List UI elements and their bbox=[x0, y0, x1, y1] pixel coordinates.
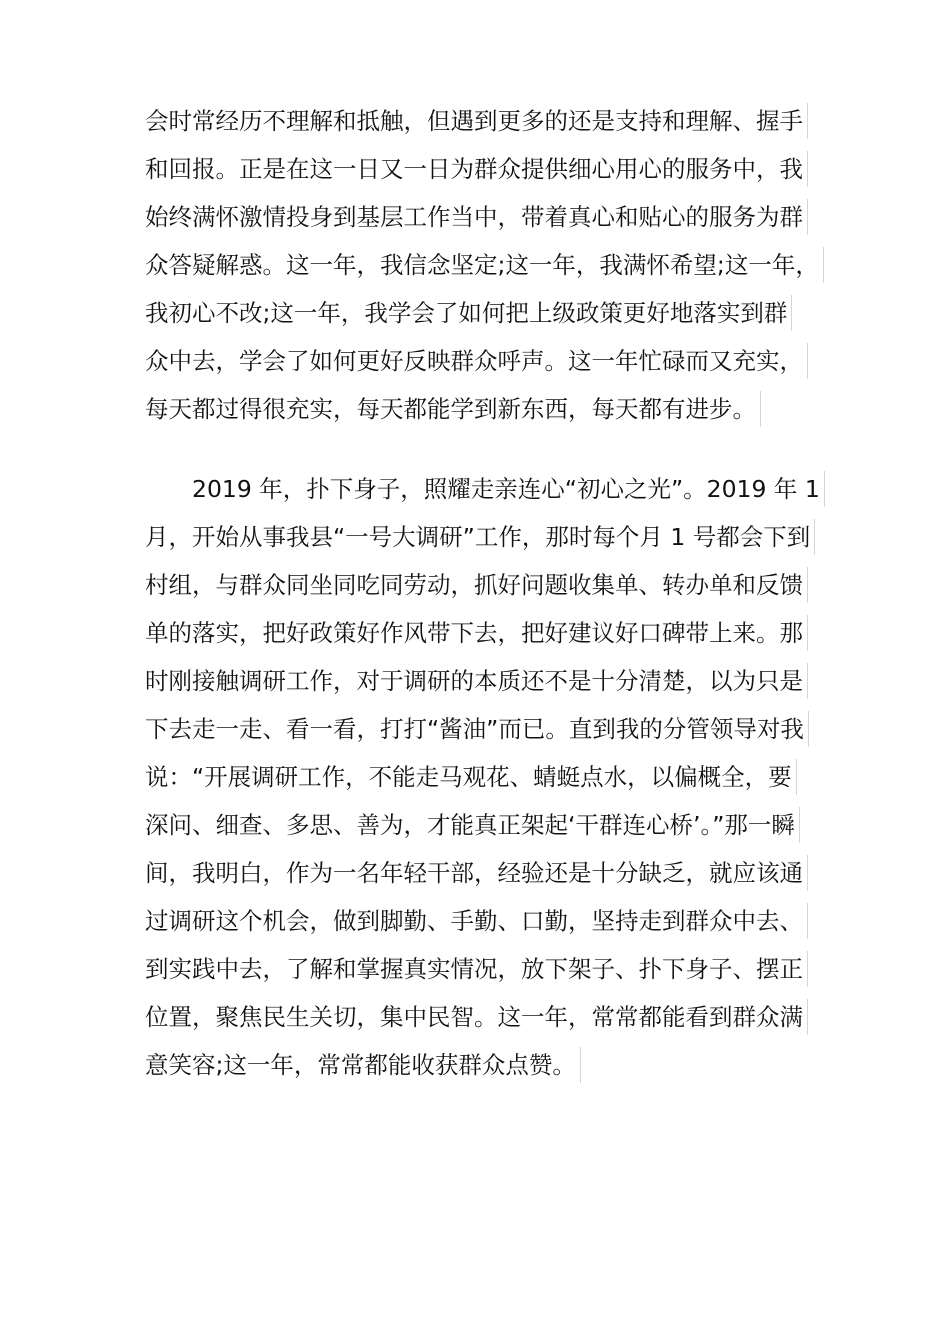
line-text: 间，我明白，作为一名年轻干部，经验还是十分缺乏，就应该通 bbox=[145, 849, 805, 897]
text-line bbox=[145, 465, 825, 513]
text-line bbox=[145, 849, 825, 897]
text-line bbox=[145, 993, 825, 1041]
line-text: 到实践中去，了解和掌握真实情况，放下架子、扑下身子、摆正 bbox=[145, 945, 805, 993]
text-line bbox=[145, 801, 825, 849]
text-line bbox=[145, 289, 825, 337]
text-line bbox=[145, 385, 825, 433]
line-text: 我初心不改;这一年，我学会了如何把上级政策更好地落实到群 bbox=[145, 289, 789, 337]
line-text: 意笑容;这一年，常常都能收获群众点赞。 bbox=[145, 1041, 578, 1089]
text-line bbox=[145, 513, 825, 561]
line-text: 深问、细查、多思、善为，才能真正架起‘干群连心桥’。”那一瞬 bbox=[145, 801, 797, 849]
line-text: 单的落实，把好政策好作风带下去，把好建议好口碑带上来。那 bbox=[145, 609, 805, 657]
text-line bbox=[145, 337, 825, 385]
line-text: 始终满怀激情投身到基层工作当中，带着真心和贴心的服务为群 bbox=[145, 193, 805, 241]
paragraph-2 bbox=[145, 465, 825, 1089]
text-line bbox=[145, 145, 825, 193]
line-text: 说：“开展调研工作，不能走马观花、蜻蜓点水，以偏概全，要 bbox=[145, 753, 794, 801]
paragraph-1 bbox=[145, 97, 825, 433]
line-text: 位置，聚焦民生关切，集中民智。这一年，常常都能看到群众满 bbox=[145, 993, 805, 1041]
text-line bbox=[145, 609, 825, 657]
line-text: 每天都过得很充实，每天都能学到新东西，每天都有进步。 bbox=[145, 385, 758, 433]
line-text: 众答疑解惑。这一年，我信念坚定;这一年，我满怀希望;这一年， bbox=[145, 241, 821, 289]
line-text: 月，开始从事我县“一号大调研”工作，那时每个月 1 号都会下到 bbox=[145, 513, 812, 561]
text-line bbox=[145, 193, 825, 241]
line-text: 和回报。正是在这一日又一日为群众提供细心用心的服务中，我 bbox=[145, 145, 805, 193]
line-text: 下去走一走、看一看，打打“酱油”而已。直到我的分管领导对我 bbox=[145, 705, 806, 753]
text-line bbox=[145, 945, 825, 993]
text-line bbox=[145, 753, 825, 801]
line-text: 过调研这个机会，做到脚勤、手勤、口勤，坚持走到群众中去、 bbox=[145, 897, 805, 945]
line-text: 众中去，学会了如何更好反映群众呼声。这一年忙碌而又充实， bbox=[145, 337, 805, 385]
text-line bbox=[145, 561, 825, 609]
line-text: 2019 年，扑下身子，照耀走亲连心“初心之光”。2019 年 1 bbox=[145, 465, 822, 513]
text-line bbox=[145, 897, 825, 945]
text-line bbox=[145, 241, 825, 289]
text-line bbox=[145, 1041, 825, 1089]
line-text: 时刚接触调研工作，对于调研的本质还不是十分清楚，以为只是 bbox=[145, 657, 805, 705]
line-text: 村组，与群众同坐同吃同劳动，抓好问题收集单、转办单和反馈 bbox=[145, 561, 805, 609]
text-line bbox=[145, 657, 825, 705]
text-line bbox=[145, 97, 825, 145]
line-text: 会时常经历不理解和抵触，但遇到更多的还是支持和理解、握手 bbox=[145, 97, 805, 145]
text-line bbox=[145, 705, 825, 753]
